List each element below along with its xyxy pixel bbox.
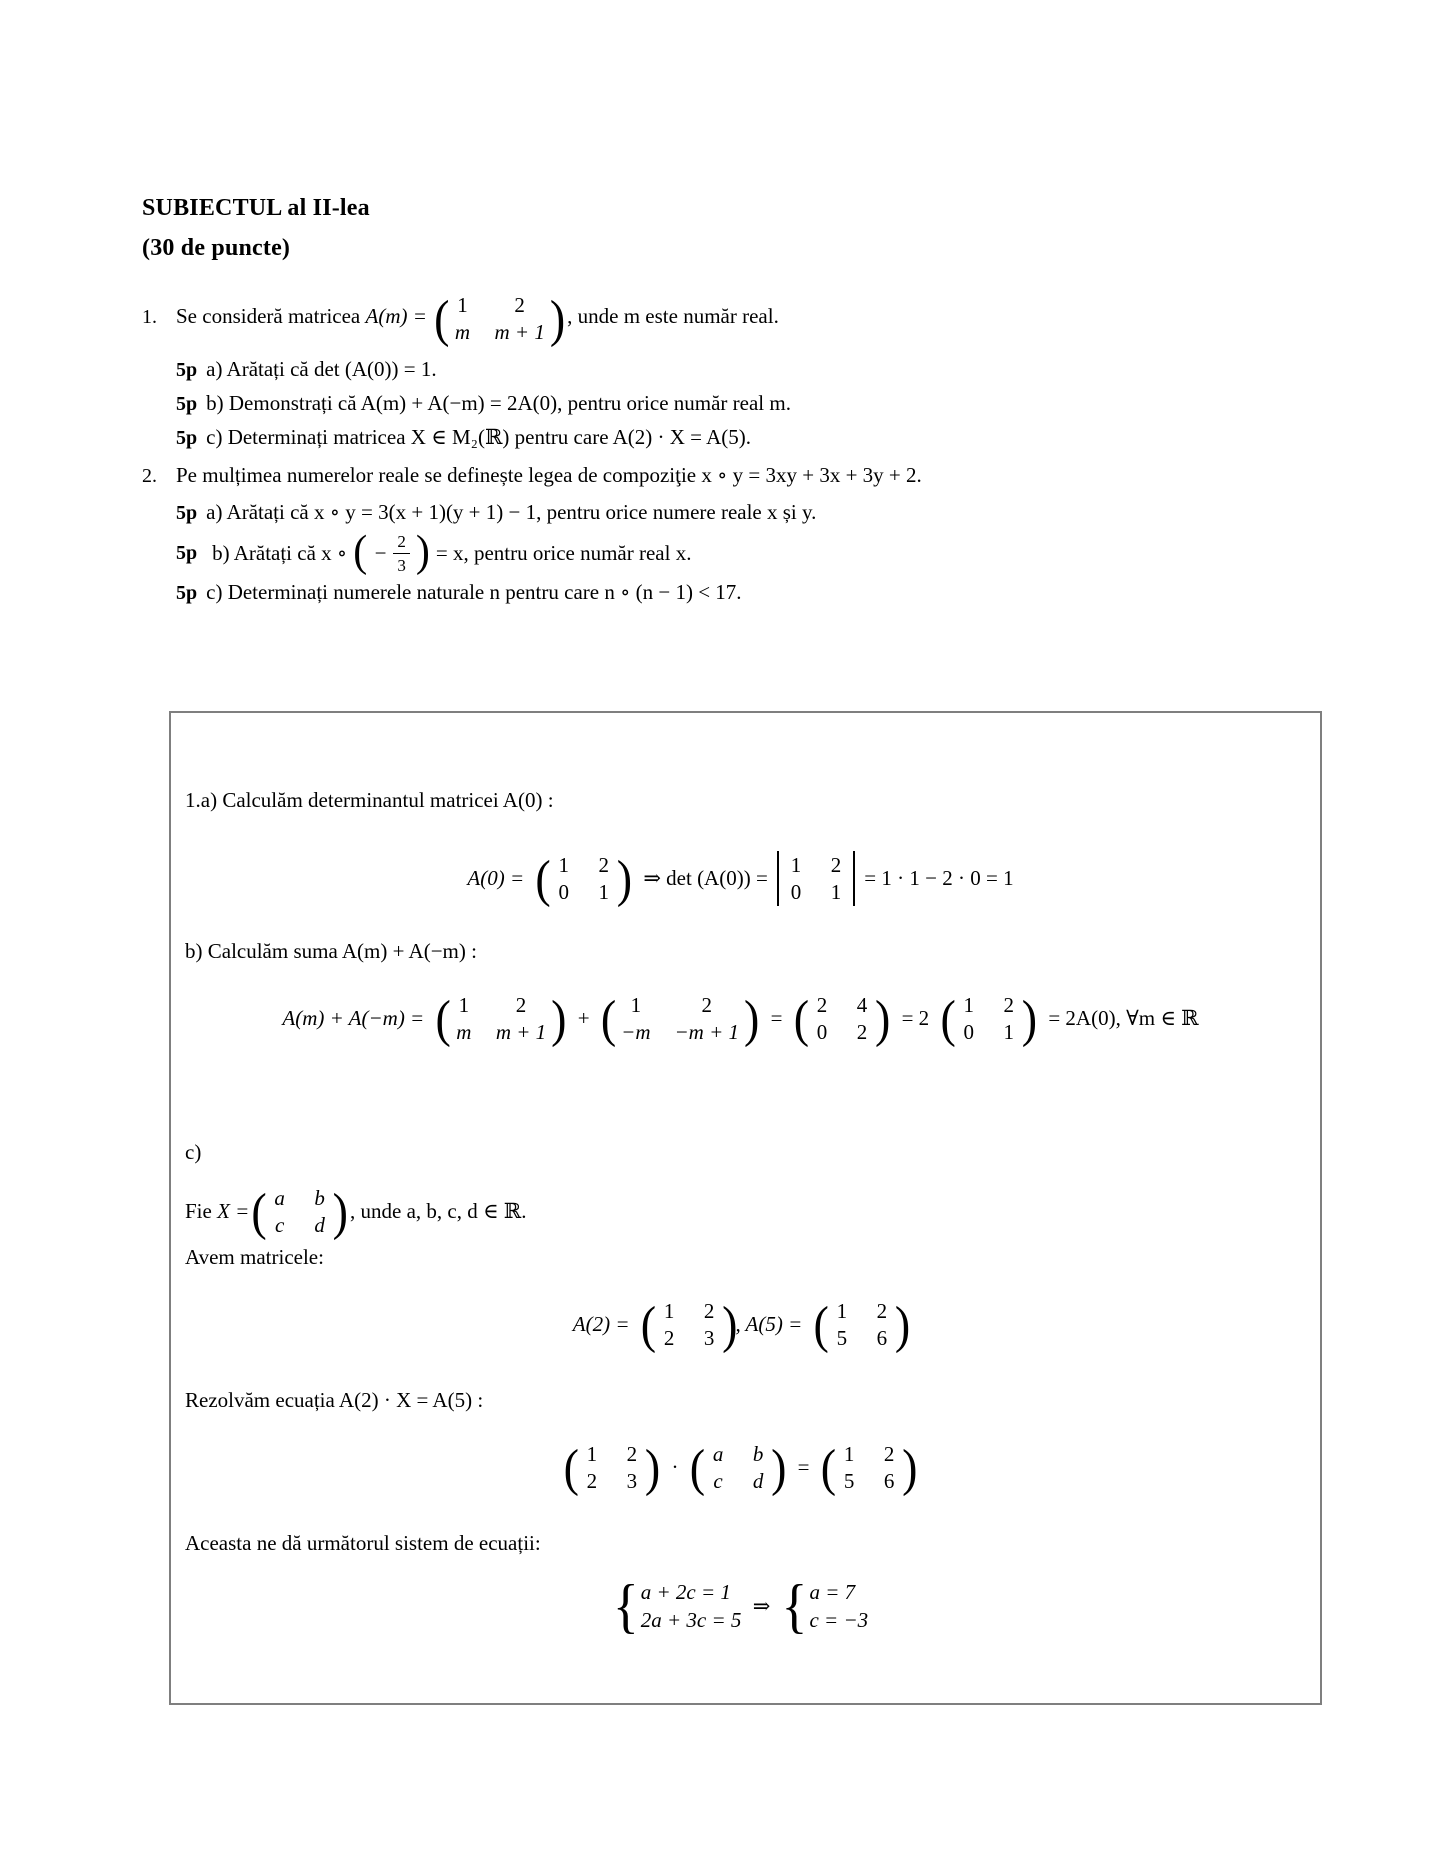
brace-left: { xyxy=(612,1572,639,1640)
matrix-cell: b xyxy=(314,1186,325,1210)
matrix-cell: 2 xyxy=(816,993,828,1017)
problem-1-part-b xyxy=(176,387,1362,421)
solution-1c-avem: Avem matricele: xyxy=(185,1245,324,1269)
paren-right: ) xyxy=(894,1295,911,1353)
matrix-cell: 2 xyxy=(586,1469,598,1493)
equals-two-operator: = 2 xyxy=(901,1006,930,1030)
equation-matrix-multiplication xyxy=(185,1438,1296,1496)
matrix-cell: 6 xyxy=(876,1326,888,1350)
matrix-cell: −m xyxy=(621,1020,651,1044)
matrix-cell: a xyxy=(712,1442,724,1466)
fraction-two-thirds xyxy=(393,532,410,574)
fraction-denominator: 3 xyxy=(397,556,406,575)
matrix-cell: 2 xyxy=(663,1326,675,1350)
matrix-cell: c xyxy=(713,1469,723,1493)
points-label: 5p xyxy=(176,393,198,415)
matrix-cell: 2 xyxy=(703,1299,715,1323)
brace-left: { xyxy=(781,1572,808,1640)
matrix-cell: 2 xyxy=(883,1442,895,1466)
matrix-cell: 2 xyxy=(1003,993,1015,1017)
solution-1b-heading: b) Calculăm suma A(m) + A(−m) : xyxy=(185,939,477,963)
matrix-cell: 1 xyxy=(598,880,609,904)
fie-math: X = xyxy=(217,1199,250,1223)
problem-2-part-b xyxy=(176,527,1362,577)
matrix xyxy=(435,989,567,1047)
matrix-cell: 2 xyxy=(876,1299,888,1323)
system-line: 2a + 3c = 5 xyxy=(640,1608,742,1632)
matrix-cell: m + 1 xyxy=(495,1020,547,1044)
document-content xyxy=(142,188,1362,1705)
matrix-grid xyxy=(616,992,744,1045)
matrix-cell: 2 xyxy=(514,293,525,317)
determinant-grid xyxy=(777,851,855,906)
matrix xyxy=(689,1438,787,1496)
equation-sum-Am xyxy=(185,989,1296,1047)
matrix xyxy=(940,989,1038,1047)
eq-mid: , A(5) = xyxy=(735,1312,803,1336)
solution-1c-aceasta: Aceasta ne dă următorul sistem de ecuații: xyxy=(185,1531,541,1555)
paren-left: ( xyxy=(600,989,617,1047)
system-line: c = −3 xyxy=(809,1608,869,1632)
paren-left: ( xyxy=(535,849,551,907)
matrix-cell: 2 xyxy=(701,993,712,1017)
matrix-grid xyxy=(829,1298,895,1351)
paren-right: ) xyxy=(771,1438,787,1496)
eq-lhs: A(m) + A(−m) = xyxy=(282,1006,425,1030)
matrix-cell: 6 xyxy=(883,1469,895,1493)
paren-right: ) xyxy=(644,1438,661,1496)
matrix-cell: 1 xyxy=(836,1299,848,1323)
matrix-grid xyxy=(656,1298,722,1351)
equation-det-A0 xyxy=(185,851,1296,906)
paren-right: ) xyxy=(902,1438,918,1496)
matrix-cell: b xyxy=(752,1442,764,1466)
equals-operator: = xyxy=(797,1455,810,1479)
determinant-cell: 1 xyxy=(790,853,802,877)
matrix-grid xyxy=(451,992,551,1045)
matrix-cell: m xyxy=(456,1020,472,1044)
problem-2-number: 2. xyxy=(142,465,157,487)
determinant-cell: 1 xyxy=(830,880,842,904)
part-text: b) Demonstrați că A(m) + A(−m) = 2A(0), pentru orice număr real m. xyxy=(206,391,791,415)
minus-sign: − xyxy=(373,540,388,565)
matrix-cell: 1 xyxy=(1003,1020,1015,1044)
matrix-cell: a xyxy=(274,1186,285,1210)
matrix-grid xyxy=(267,1185,333,1238)
solution-box xyxy=(169,711,1322,1705)
fraction-numerator: 2 xyxy=(393,532,410,554)
matrix-cell: 1 xyxy=(586,1442,598,1466)
matrix-grid xyxy=(956,992,1022,1045)
dot-operator: · xyxy=(671,1455,679,1479)
problem-1 xyxy=(142,289,1362,347)
equation-system-right xyxy=(781,1572,869,1640)
matrix-X xyxy=(251,1182,348,1240)
paren-right: ) xyxy=(332,1182,348,1240)
matrix xyxy=(793,989,891,1047)
eq-lhs: A(0) = xyxy=(467,866,525,890)
matrix xyxy=(640,1295,738,1353)
problem-1-part-c xyxy=(176,421,1362,455)
matrix-cell: 1 xyxy=(458,993,470,1017)
paren-left: ( xyxy=(251,1182,267,1240)
matrix-A-of-m xyxy=(434,289,566,347)
problem-1-intro-math: A(m) = xyxy=(365,304,427,329)
system-lines xyxy=(807,1578,868,1634)
paren-left: ( xyxy=(689,1438,706,1496)
paren-left: ( xyxy=(640,1295,657,1353)
paren-left: ( xyxy=(353,527,368,577)
eq-rhs: = 2A(0), ∀m ∈ ℝ xyxy=(1048,1006,1199,1030)
solution-1c-fie-line xyxy=(185,1182,1296,1240)
points-label: 5p xyxy=(176,541,198,564)
paren-left: ( xyxy=(434,289,450,347)
matrix xyxy=(563,1438,661,1496)
problem-2-intro: Pe mulțimea numerelor reale se definește legea de compoziţie x ∘ y = 3xy + 3x + 3y + 2. xyxy=(176,463,922,487)
matrix-grid xyxy=(449,292,549,345)
matrix-cell: 0 xyxy=(963,1020,975,1044)
plus-operator: + xyxy=(577,1006,590,1030)
eq-implies-det: ⇒ det (A(0)) = xyxy=(643,866,768,890)
paren-right: ) xyxy=(1021,989,1038,1047)
paren-right: ) xyxy=(875,989,891,1047)
paren-right: ) xyxy=(744,989,760,1047)
system-lines xyxy=(639,1578,742,1634)
matrix-cell: 1 xyxy=(963,993,975,1017)
matrix xyxy=(600,989,760,1047)
problem-1-intro xyxy=(176,289,779,347)
equation-system xyxy=(185,1572,1296,1640)
matrix-grid xyxy=(705,1441,771,1494)
matrix-cell: 3 xyxy=(626,1469,638,1493)
paren-left: ( xyxy=(820,1438,837,1496)
determinant-cell: 2 xyxy=(830,853,842,877)
solution-1a-heading: 1.a) Calculăm determinantul matricei A(0) : xyxy=(185,788,554,812)
problem-1-intro-suffix: , unde m este număr real. xyxy=(567,304,779,329)
matrix-grid xyxy=(551,852,617,905)
points-label: 5p xyxy=(176,427,198,449)
points-label: 5p xyxy=(176,502,198,524)
paren-left: ( xyxy=(563,1438,579,1496)
matrix-cell: 2 xyxy=(515,993,527,1017)
system-line: a = 7 xyxy=(809,1580,856,1604)
matrix xyxy=(820,1438,918,1496)
matrix-cell: 0 xyxy=(558,880,569,904)
implies-arrow: ⇒ xyxy=(752,1593,771,1618)
equation-A2-A5 xyxy=(185,1295,1296,1353)
part-text-post: = x, pentru orice număr real x. xyxy=(435,540,692,565)
paren-left: ( xyxy=(940,989,956,1047)
matrix-grid xyxy=(809,992,875,1045)
equals-operator: = xyxy=(770,1006,783,1030)
problem-2-part-a xyxy=(176,496,1362,530)
matrix-cell: m xyxy=(454,320,471,344)
solution-1c-heading: c) xyxy=(185,1140,202,1164)
problem-1-number: 1. xyxy=(142,306,157,329)
matrix-cell: 1 xyxy=(630,993,642,1017)
eq-rhs: = 1 · 1 − 2 · 0 = 1 xyxy=(864,866,1014,890)
matrix-grid xyxy=(579,1441,645,1494)
equation-system-left xyxy=(612,1572,742,1640)
points-label: 5p xyxy=(176,582,198,604)
matrix-cell: 3 xyxy=(703,1326,715,1350)
paren-right: ) xyxy=(616,849,633,907)
problem-1-part-a xyxy=(176,353,1362,387)
matrix-cell: m + 1 xyxy=(494,320,545,344)
matrix-cell: 5 xyxy=(836,1326,848,1350)
matrix-cell: 5 xyxy=(843,1469,855,1493)
matrix-cell: 2 xyxy=(626,1442,638,1466)
matrix xyxy=(535,849,633,907)
system-line: a + 2c = 1 xyxy=(640,1580,731,1604)
paren-right: ) xyxy=(551,989,567,1047)
part-text: a) Arătați că x ∘ y = 3(x + 1)(y + 1) − 1, pentru orice numere reale x și y. xyxy=(206,500,817,524)
matrix-cell: d xyxy=(314,1213,325,1237)
part-text: a) Arătați că det (A(0)) = 1. xyxy=(206,357,437,381)
part-text-pre: b) Arătați că x ∘ xyxy=(212,540,348,565)
matrix-cell: d xyxy=(752,1469,764,1493)
matrix-cell: 1 xyxy=(457,293,468,317)
page-subtitle: (30 de puncte) xyxy=(142,235,291,261)
matrix xyxy=(813,1295,911,1353)
matrix-cell: 2 xyxy=(598,853,609,877)
eq-lhs: A(2) = xyxy=(572,1312,630,1336)
solution-1c-rezolvam: Rezolvăm ecuația A(2) · X = A(5) : xyxy=(185,1388,484,1412)
determinant-cell: 0 xyxy=(790,880,802,904)
matrix-grid xyxy=(836,1441,902,1494)
problem-1-intro-text: Se consideră matricea xyxy=(176,304,361,329)
fie-suffix: , unde a, b, c, d ∈ ℝ. xyxy=(350,1199,527,1223)
matrix-cell: c xyxy=(275,1213,285,1237)
matrix-cell: 1 xyxy=(843,1442,855,1466)
matrix-cell: 1 xyxy=(663,1299,675,1323)
paren-left: ( xyxy=(813,1295,829,1353)
fie-label: Fie xyxy=(185,1199,212,1223)
part-text: c) Determinați matricea X ∈ M₂(ℝ) pentru care A(2) · X = A(5). xyxy=(206,425,751,449)
points-label: 5p xyxy=(176,359,198,381)
problem-2-part-c xyxy=(176,576,1362,610)
matrix-cell: 4 xyxy=(856,993,868,1017)
paren-right: ) xyxy=(549,289,566,347)
problem-2 xyxy=(142,463,1362,488)
paren-right: ) xyxy=(415,527,430,577)
paren-left: ( xyxy=(435,989,451,1047)
page-title: SUBIECTUL al II-lea xyxy=(142,195,370,221)
matrix-cell: 1 xyxy=(558,853,569,877)
part-text: c) Determinați numerele naturale n pentru care n ∘ (n − 1) < 17. xyxy=(206,580,742,604)
paren-left: ( xyxy=(793,989,810,1047)
matrix-cell: 0 xyxy=(816,1020,828,1044)
matrix-cell: 2 xyxy=(856,1020,868,1044)
paren-right: ) xyxy=(722,1295,738,1353)
matrix-cell: −m + 1 xyxy=(674,1020,740,1044)
